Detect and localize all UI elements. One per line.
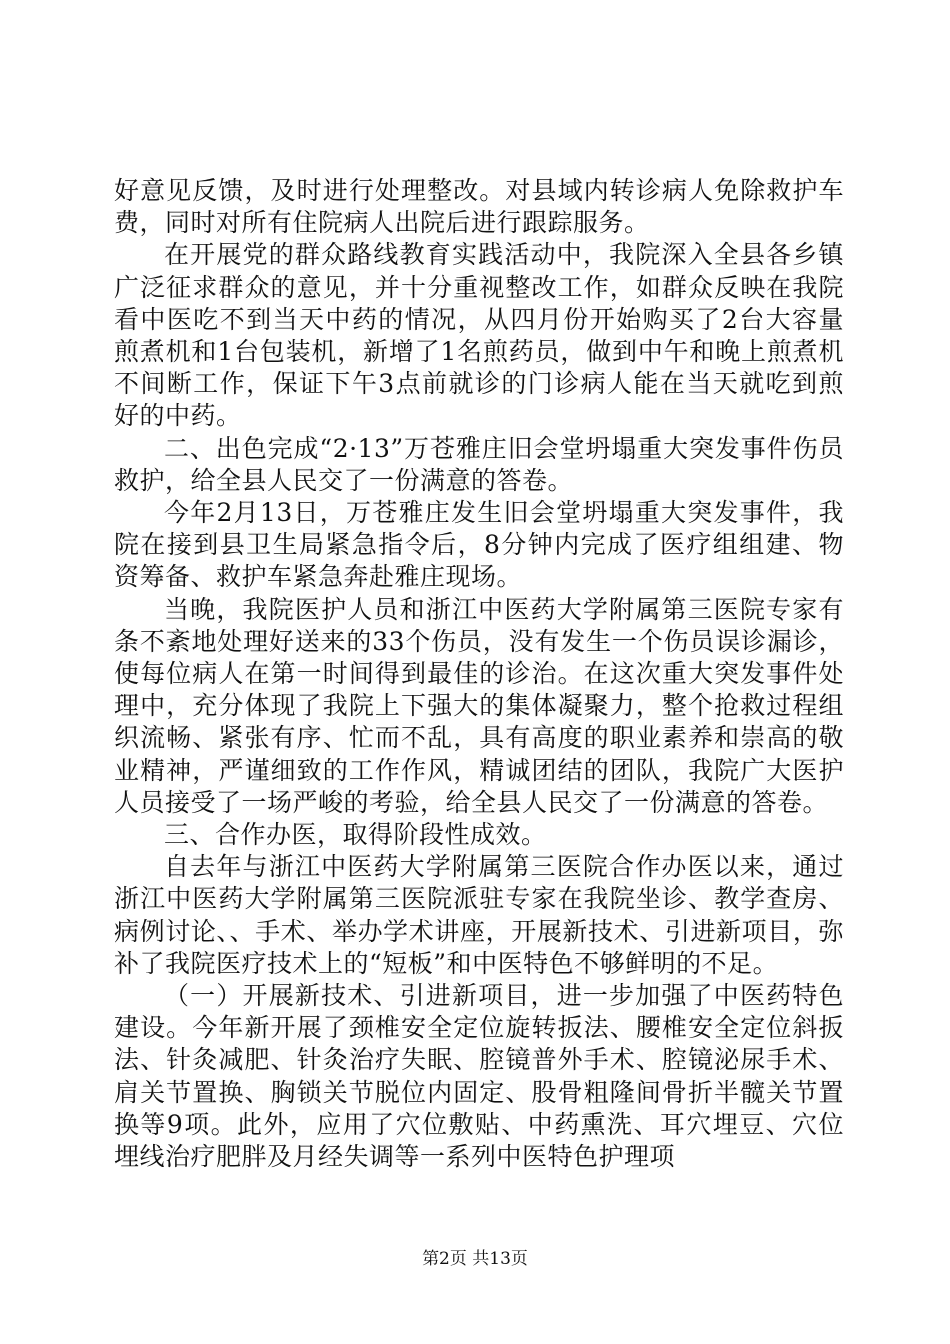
document-body [114,175,844,1173]
paragraph-4: 当晚，我院医护人员和浙江中医药大学附属第三医院专家有条不紊地处理好送来的33个伤员，没有发生一个伤员误诊漏诊，使每位病人在第一时间得到最佳的诊治。在这次重大突发事件处理中，充分体现了我院上下强大的集体凝聚力，整个抢救过程组织流畅、紧张有序、忙而不乱，具有高度的职业素养和崇高的敬业精神，严谨细致的工作作风，精诚团结的团队，我院广大医护人员接受了一场严峻的考验，给全县人民交了一份满意的答卷。 [114,594,844,817]
paragraph-6: （一）开展新技术、引进新项目，进一步加强了中医药特色建设。今年新开展了颈椎安全定位旋转扳法、腰椎安全定位斜扳法、针灸减肥、针灸治疗失眠、腔镜普外手术、腔镜泌尿手术、肩关节置换、胸锁关节脱位内固定、股骨粗隆间骨折半髋关节置换等9项。此外，应用了穴位敷贴、中药熏洗、耳穴埋豆、穴位埋线治疗肥胖及月经失调等一系列中医特色护理项 [114,981,844,1172]
section-heading-2: 二、出色完成“2·13”万苍雅庄旧会堂坍塌重大突发事件伤员救护，给全县人民交了一份满意的答卷。 [114,433,844,495]
paragraph-3: 今年2月13日，万苍雅庄发生旧会堂坍塌重大突发事件，我院在接到县卫生局紧急指令后，8分钟内完成了医疗组组建、物资筹备、救护车紧急奔赴雅庄现场。 [114,498,844,592]
page-number-footer: 第2页 共13页 [422,1249,528,1269]
section-heading-3: 三、合作办医，取得阶段性成效。 [164,820,547,850]
paragraph-1: 好意见反馈，及时进行处理整改。对县域内转诊病人免除救护车费，同时对所有住院病人出院后进行跟踪服务。 [114,176,844,238]
paragraph-5: 自去年与浙江中医药大学附属第三医院合作办医以来，通过浙江中医药大学附属第三医院派驻专家在我院坐诊、教学查房、病例讨论、、手术、举办学术讲座，开展新技术、引进新项目，弥补了我院医疗技术上的“短板”和中医特色不够鲜明的不足。 [114,852,844,978]
paragraph-2: 在开展党的群众路线教育实践活动中，我院深入全县各乡镇广泛征求群众的意见，并十分重视整改工作，如群众反映在我院看中医吃不到当天中药的情况，从四月份开始购买了2台大容量煎煮机和1台包装机，新增了1名煎药员，做到中午和晚上煎煮机不间断工作，保证下午3点前就诊的门诊病人能在当天就吃到煎好的中药。 [114,240,844,431]
